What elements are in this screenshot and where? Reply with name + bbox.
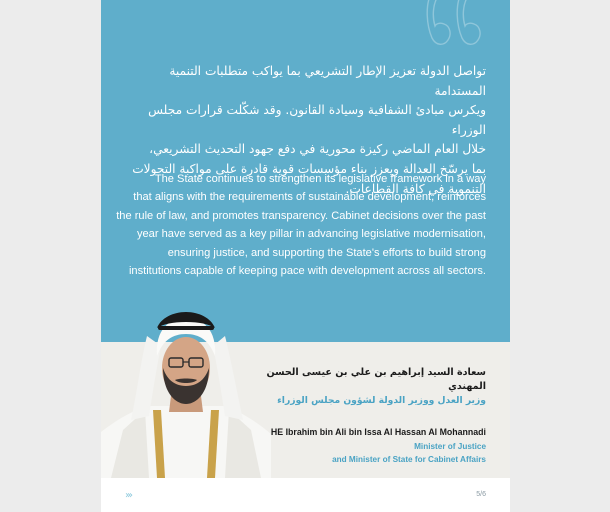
english-quote-line: year have served as a key pillar in advancing legislative modernisation,: [136, 228, 486, 241]
quotation-mark-icon: [424, 0, 488, 52]
arabic-quote-line: بما يرسّخ العدالة ويعزز بناء مؤسسات قوية قادرة على مواكبة التحولات: [132, 161, 486, 176]
arabic-quote-line: التنموية في كافة القطاعات.: [345, 181, 486, 196]
speaker-portrait: [101, 300, 271, 478]
speaker-english-name: HE Ibrahim bin Ali bin Issa Al Hassan Al Mohannadi: [270, 427, 486, 437]
triple-chevron-right-icon[interactable]: ›››: [125, 490, 131, 501]
speaker-english-title-line: Minister of Justice: [414, 442, 486, 451]
english-quote-line: The State continues to strengthen its legislative framework in a way: [154, 173, 486, 185]
quote-panel: [101, 0, 510, 342]
english-quote-line: that aligns with the requirements of sustainable development, reinforces: [133, 191, 486, 204]
english-quote-line: ensuring justice, and supporting the State's efforts to build strong: [167, 246, 486, 259]
page-footer: [101, 478, 510, 512]
english-quote-text: [116, 170, 486, 280]
speaker-arabic-title: وزير العدل ووزير الدولة لشؤون مجلس الوزراء: [277, 395, 486, 406]
english-quote-line: the rule of law, and promotes transparency. Cabinet decisions over the past: [116, 209, 486, 222]
speaker-info: [256, 366, 486, 466]
page-card: [101, 0, 510, 512]
speaker-arabic-name: سعادة السيد إبراهيم بن علي بن عيسى الحسن المهندي: [266, 367, 486, 392]
speaker-english-title-line: and Minister of State for Cabinet Affairs: [332, 455, 486, 464]
english-quote-line: institutions capable of keeping pace with development across all sectors.: [128, 265, 486, 278]
arabic-quote-line: ويكرس مبادئ الشفافية وسيادة القانون. وقد شكّلت قرارات مجلس الوزراء: [148, 103, 486, 137]
page-number: 5/6: [476, 491, 486, 498]
arabic-quote-line: تواصل الدولة تعزيز الإطار التشريعي بما يواكب متطلبات التنمية المستدامة: [169, 64, 486, 98]
arabic-quote-line: خلال العام الماضي ركيزة محورية في دفع جهود التحديث التشريعي،: [149, 142, 486, 157]
